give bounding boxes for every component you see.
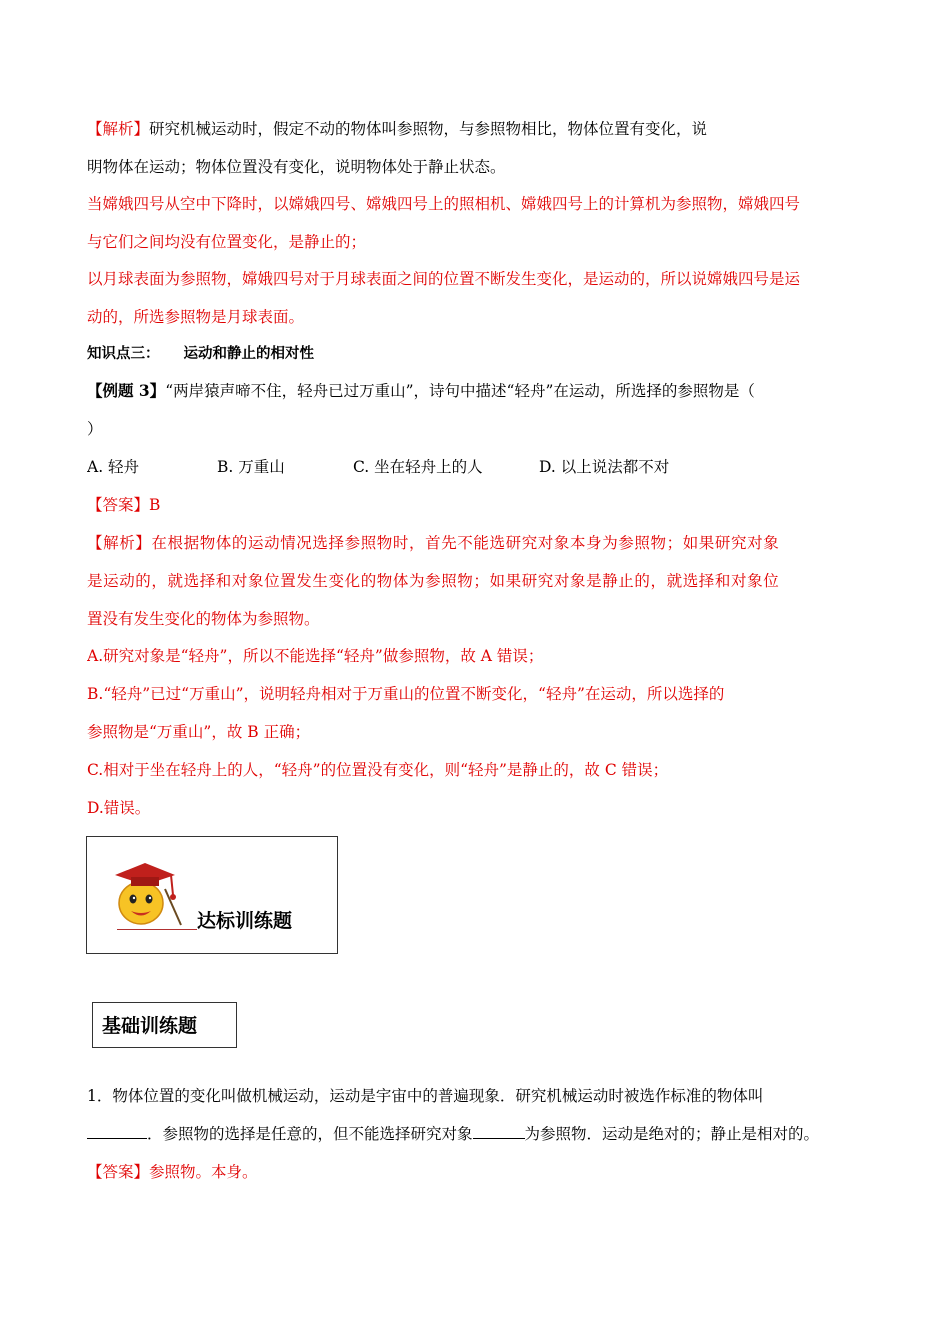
analysis3-line-c: C.相对于坐在轻舟上的人，“轻舟”的位置没有变化，则“轻舟”是静止的，故 C 错误； bbox=[87, 761, 669, 779]
example3-options bbox=[87, 456, 867, 478]
analysis-tag: 【解析】 bbox=[87, 120, 150, 138]
option-b: B. 万重山 bbox=[217, 458, 285, 476]
option-d: D. 以上说法都不对 bbox=[539, 458, 670, 476]
section-box bbox=[92, 1002, 237, 1048]
banner-title: 达标训练题 bbox=[197, 910, 293, 932]
banner-underline bbox=[117, 929, 197, 930]
knowledge-title: 运动和静止的相对性 bbox=[183, 345, 314, 362]
analysis3-line1: 【解析】在根据物体的运动情况选择参照物时，首先不能选研究对象本身为参照物；如果研究对象 bbox=[87, 534, 780, 552]
analysis1-line2: 明物体在运动；物体位置没有变化，说明物体处于静止状态。 bbox=[87, 158, 506, 176]
question1-answer: 【答案】参照物。本身。 bbox=[87, 1163, 258, 1181]
blank-1 bbox=[87, 1123, 147, 1139]
analysis3-line-d: D.错误。 bbox=[87, 799, 151, 817]
knowledge-heading bbox=[87, 343, 867, 365]
analysis-tag: 【解析】 bbox=[87, 534, 152, 552]
analysis1-line4: 与它们之间均没有位置变化，是静止的； bbox=[87, 233, 367, 251]
analysis3-line3: 置没有发生变化的物体为参照物。 bbox=[87, 610, 320, 628]
analysis1-line6: 动的，所选参照物是月球表面。 bbox=[87, 308, 305, 326]
analysis3-line-b1: B.“轻舟”已过“万重山”，说明轻舟相对于万重山的位置不断变化，“轻舟”在运动，所以选择的 bbox=[87, 685, 725, 703]
analysis3-line-a: A.研究对象是“轻舟”，所以不能选择“轻舟”做参照物，故 A 错误； bbox=[87, 647, 544, 665]
analysis3-line-b2: 参照物是“万重山”，故 B 正确； bbox=[87, 723, 311, 741]
section-title: 基础训练题 bbox=[102, 1015, 198, 1037]
example3-stem-end: ） bbox=[87, 420, 103, 438]
analysis1-line5: 以月球表面为参照物，嫦娥四号对于月球表面之间的位置不断发生变化，是运动的，所以说嫦娥四号是运 bbox=[87, 270, 801, 288]
analysis1-line1: 【解析】研究机械运动时，假定不动的物体叫参照物，与参照物相比，物体位置有变化，说 bbox=[87, 120, 708, 138]
knowledge-label: 知识点三： bbox=[87, 345, 160, 362]
blank-2 bbox=[473, 1123, 525, 1139]
example-tag: 【例题 3】 bbox=[87, 381, 166, 400]
question1-line2: ．参照物的选择是任意的，但不能选择研究对象 为参照物．运动是绝对的；静止是相对的。 bbox=[87, 1123, 867, 1145]
option-a: A. 轻舟 bbox=[87, 458, 140, 476]
example3-answer: 【答案】B bbox=[87, 496, 161, 514]
question1-line1: 1．物体位置的变化叫做机械运动，运动是宇宙中的普遍现象．研究机械运动时被选作标准的物体叫 bbox=[87, 1087, 764, 1105]
analysis3-line2: 是运动的，就选择和对象位置发生变化的物体为参照物；如果研究对象是静止的，就选择和对象位 bbox=[87, 572, 780, 590]
option-c: C. 坐在轻舟上的人 bbox=[353, 458, 483, 476]
graduate-mascot-icon bbox=[109, 851, 185, 931]
example3-stem: 【例题 3】“两岸猿声啼不住，轻舟已过万重山”，诗句中描述“轻舟”在运动，所选择的参照物是（ bbox=[87, 381, 755, 400]
training-banner bbox=[86, 836, 338, 954]
analysis1-line3: 当嫦娥四号从空中下降时，以嫦娥四号、嫦娥四号上的照相机、嫦娥四号上的计算机为参照物，嫦娥四号 bbox=[87, 195, 801, 213]
